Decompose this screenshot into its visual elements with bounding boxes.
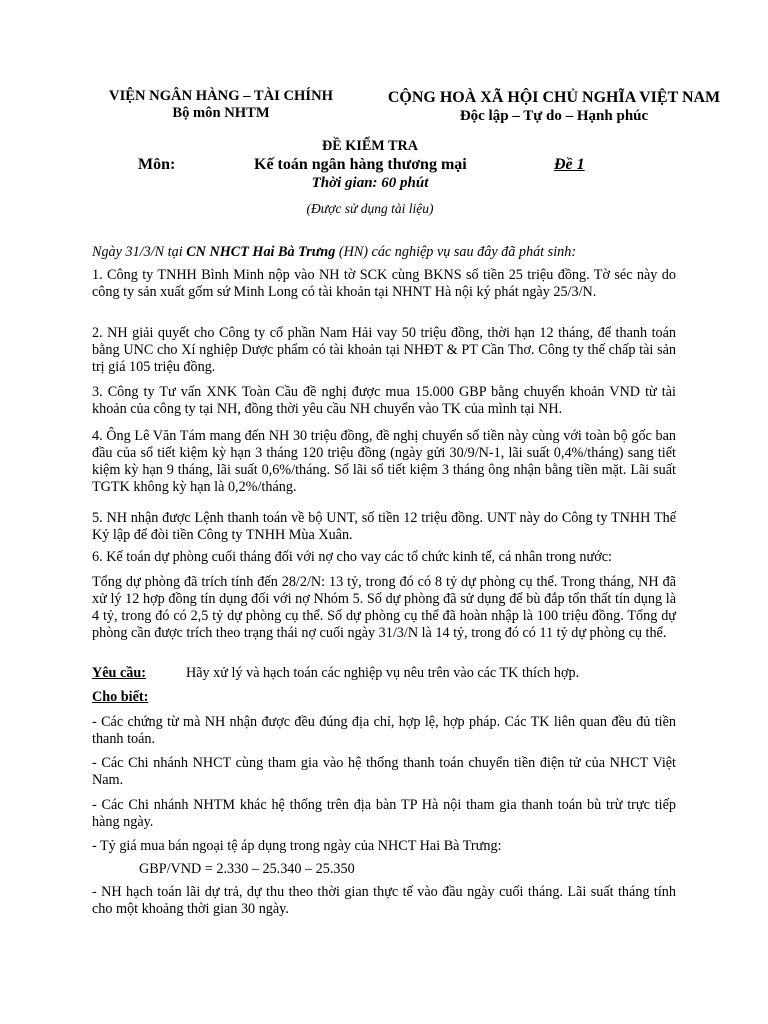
intro-prefix: Ngày 31/3/N tại bbox=[92, 244, 187, 260]
item-1: 1. Công ty TNHH Bình Minh nộp vào NH tờ SCK cùng BKNS số tiền 25 triệu đồng. Tờ séc này do công ty sản xuất gốm sứ Minh Long có tài khoản tại NHNT Hà nội ký phát ngày 25/3/N. bbox=[92, 267, 676, 300]
header-right bbox=[368, 88, 740, 126]
exam-variant: Đề 1 bbox=[554, 156, 585, 173]
item-6: 6. Kế toán dự phòng cuối tháng đối với nợ cho vay các tổ chức kinh tế, cá nhân trong nước: bbox=[92, 549, 612, 565]
given-note-3: - Các Chi nhánh NHTM khác hệ thống trên địa bàn TP Hà nội tham gia thanh toán bù trừ trực tiếp hàng ngày. bbox=[92, 797, 676, 830]
given-note-5: - NH hạch toán lãi dự trả, dự thu theo thời gian thực tế vào đầu ngày cuối tháng. Lãi suất tháng tính cho một khoảng thời gian 30 ngày. bbox=[92, 884, 676, 917]
subject-label: Môn: bbox=[138, 156, 176, 173]
requirement-text: Hãy xử lý và hạch toán các nghiệp vụ nêu trên vào các TK thích hợp. bbox=[186, 665, 580, 681]
given-note-1: - Các chứng từ mà NH nhận được đều đúng địa chỉ, hợp lệ, hợp pháp. Các TK liên quan đều đủ tiền thanh toán. bbox=[92, 714, 676, 747]
item-4: 4. Ông Lê Văn Tám mang đến NH 30 triệu đồng, đề nghị chuyển số tiền này cùng với toàn bộ gốc ban đầu của sổ tiết kiệm kỳ hạn 3 tháng 120 triệu đồng (ngày gửi 30/9/N-1, lãi suất 0,4%/tháng) sang tiết kiệm kỳ hạn 9 tháng, lãi suất 0,6%/tháng. Số lãi sổ tiết kiệm 3 tháng ông nhận bằng tiền mặt. Lãi suất TGTK không kỳ hạn là 0,2%/tháng. bbox=[92, 428, 676, 495]
header-left bbox=[90, 88, 352, 122]
exam-duration: Thời gian: 60 phút bbox=[311, 175, 429, 191]
department-name: Bộ môn NHTM bbox=[172, 105, 270, 121]
country-name: CỘNG HOÀ XÃ HỘI CHỦ NGHĨA VIỆT NAM bbox=[387, 89, 721, 106]
branch-name: CN NHCT Hai Bà Trưng bbox=[186, 244, 336, 260]
given-note-4: - Tỷ giá mua bán ngoại tệ áp dụng trong ngày của NHCT Hai Bà Trưng: bbox=[92, 838, 502, 854]
subject-name: Kế toán ngân hàng thương mại bbox=[254, 156, 467, 173]
exam-title: ĐỀ KIỂM TRA bbox=[322, 138, 418, 154]
item-2: 2. NH giải quyết cho Công ty cổ phần Nam Hải vay 50 triệu đồng, thời hạn 12 tháng, để thanh toán bằng UNC cho Xí nghiệp Dược phẩm có tài khoản tại NHĐT & PT Cần Thơ. Công ty thế chấp tài sản trị giá 105 triệu đồng. bbox=[92, 325, 676, 375]
exam-note: (Được sử dụng tài liệu) bbox=[306, 201, 434, 216]
given-note-2: - Các Chi nhánh NHCT cùng tham gia vào hệ thống thanh toán chuyển tiền điện tử của NHCT Việt Nam. bbox=[92, 755, 676, 788]
intro-suffix: (HN) các nghiệp vụ sau đây đã phát sinh: bbox=[335, 244, 577, 260]
intro-line bbox=[92, 244, 676, 261]
item-6-detail: Tổng dự phòng đã trích tính đến 28/2/N: 13 tỷ, trong đó có 8 tỷ dự phòng cụ thể. Trong tháng, NH đã xử lý 12 hợp đồng tín dụng đối với nợ Nhóm 5. Số dự phòng đã sử dụng để bù đắp tổn thất tín dụng là 4 tỷ, trong đó có 2,5 tỷ dự phòng cụ thể. Số dự phòng cụ thể đã hoàn nhập là 100 triệu đồng. Tổng dự phòng cần được trích theo trạng thái nợ cuối ngày 31/3/N là 14 tỷ, trong đó có 11 tỷ dự phòng cụ thể. bbox=[92, 574, 676, 641]
item-5: 5. NH nhận được Lệnh thanh toán về bộ UNT, số tiền 12 triệu đồng. UNT này do Công ty TNHH Thế Kỷ lập để đòi tiền Công ty TNHH Mùa Xuân. bbox=[92, 510, 676, 543]
item-3: 3. Công ty Tư vấn XNK Toàn Cầu đề nghị được mua 15.000 GBP bằng chuyển khoản VND từ tài khoản của công ty tại NH, đồng thời yêu cầu NH chuyển vào TK của mình tại NH. bbox=[92, 384, 676, 417]
institute-name: VIỆN NGÂN HÀNG – TÀI CHÍNH bbox=[109, 88, 333, 104]
requirement-label: Yêu cầu: bbox=[92, 665, 146, 681]
exchange-rate: GBP/VND = 2.330 – 25.340 – 25.350 bbox=[139, 861, 355, 877]
given-label: Cho biết: bbox=[92, 689, 149, 705]
national-motto: Độc lập – Tự do – Hạnh phúc bbox=[459, 108, 649, 124]
